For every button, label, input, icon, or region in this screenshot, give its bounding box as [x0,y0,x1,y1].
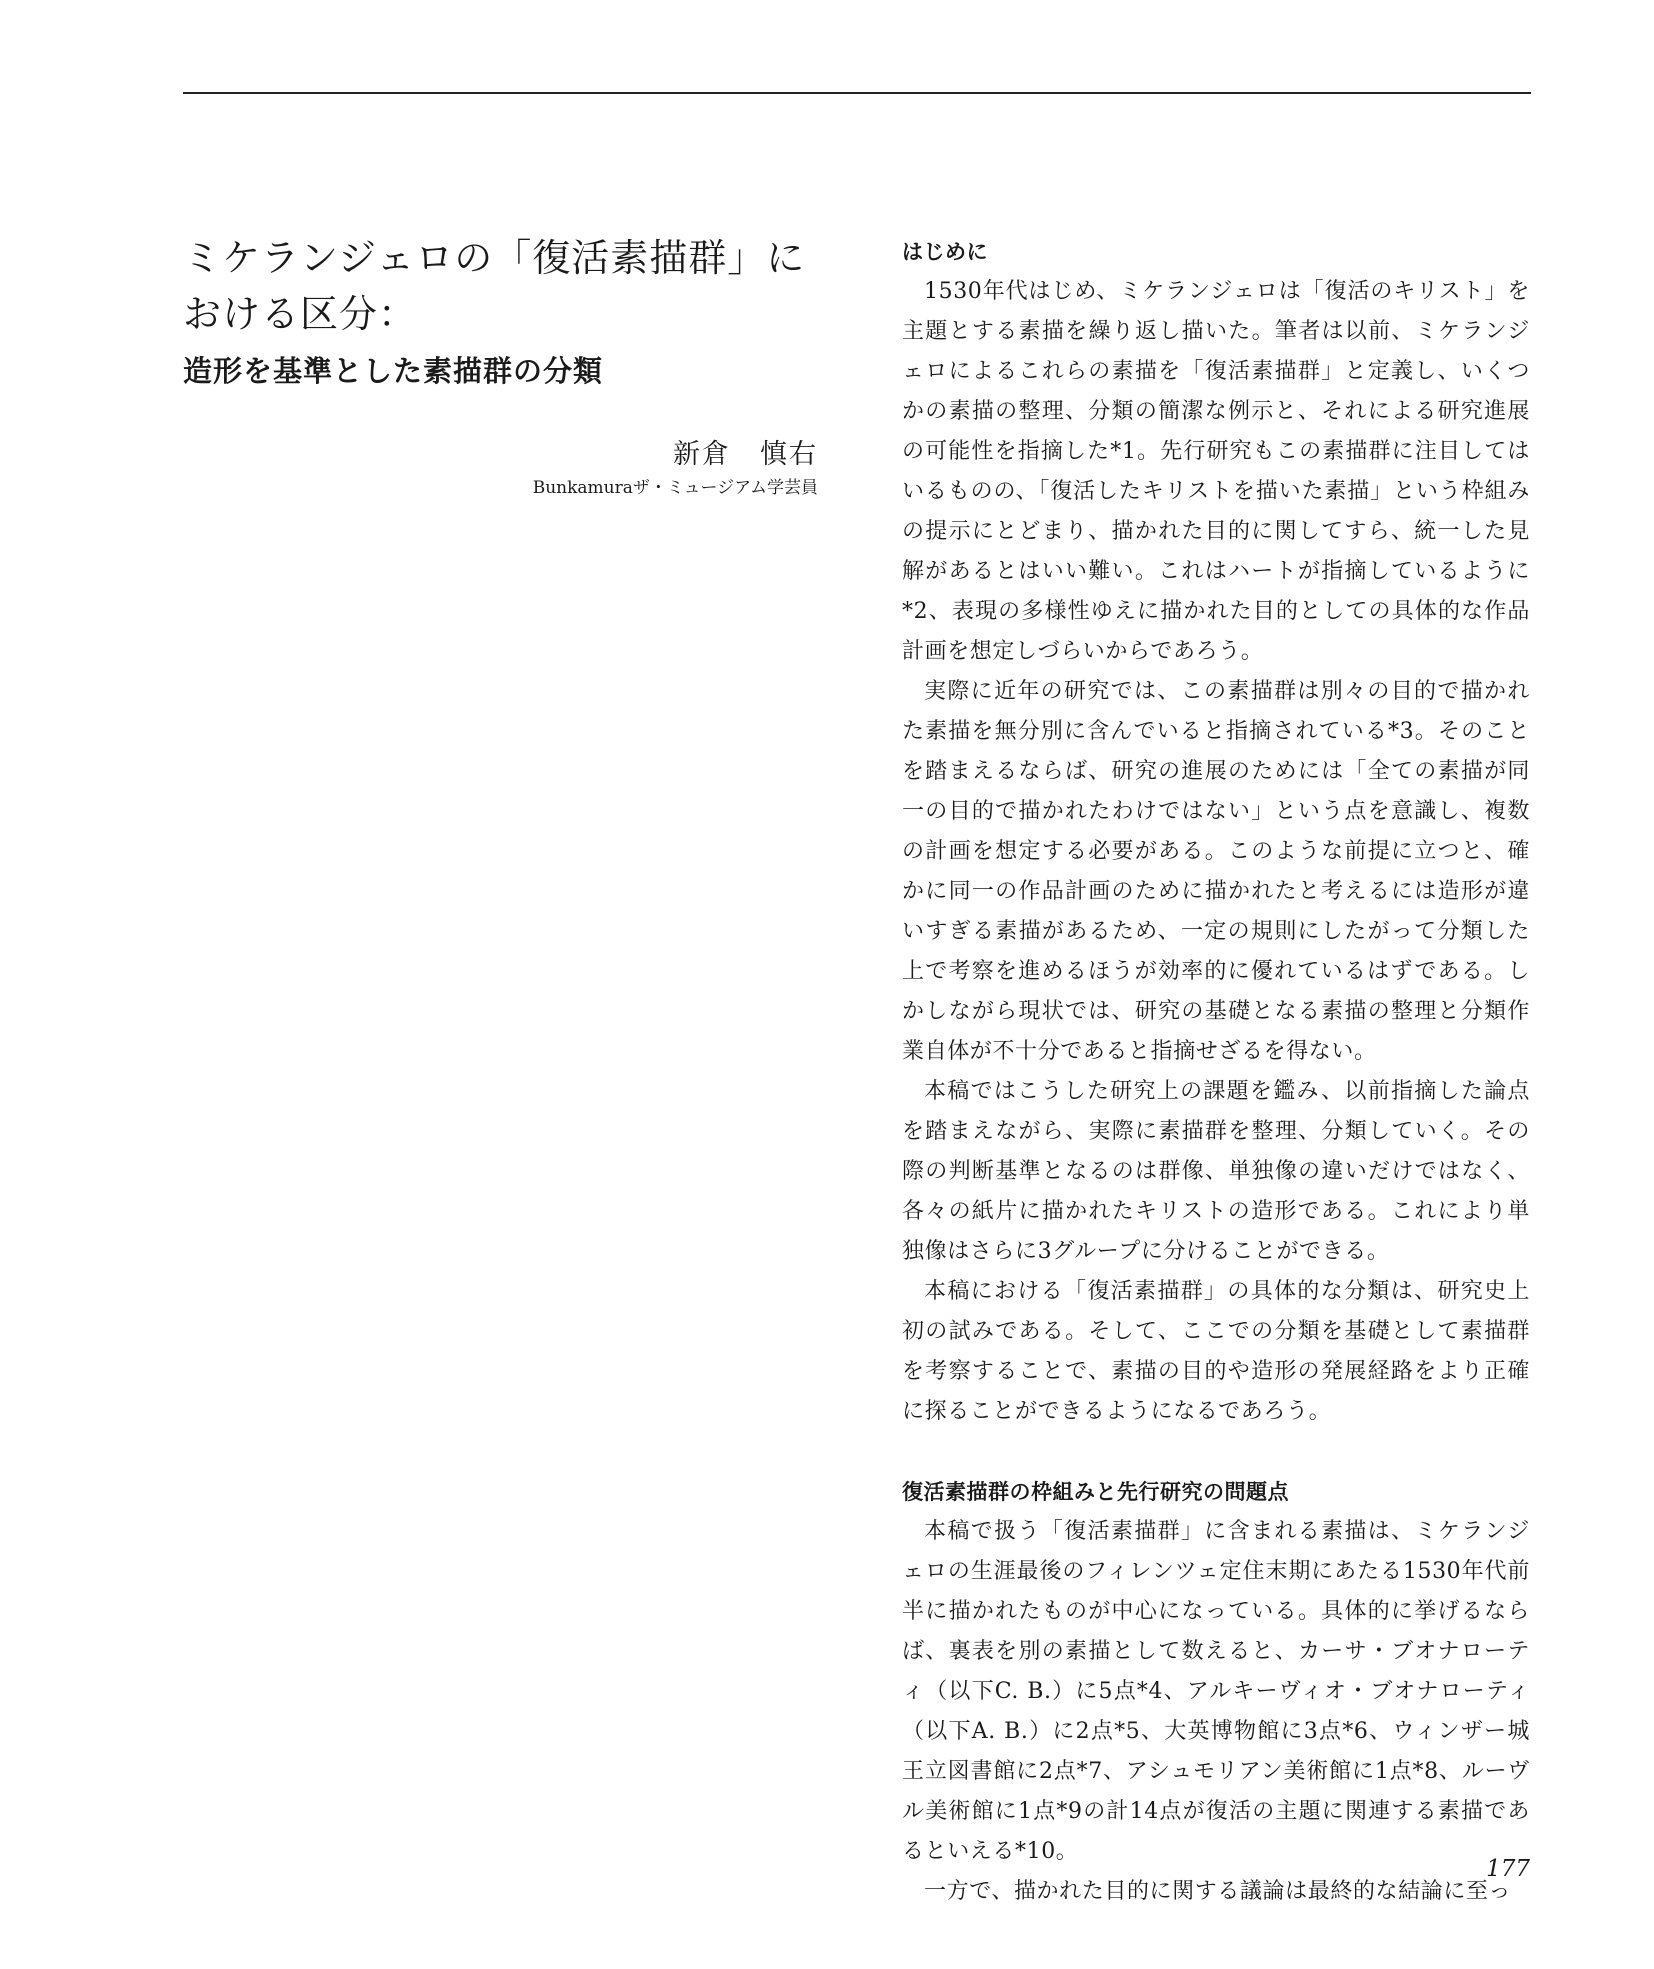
section-heading-introduction: はじめに [902,240,988,264]
body-paragraph: 本稿ではこうした研究上の課題を鑑み、以前指摘した論点を踏まえながら、実際に素描群を整理、分類していく。その際の判断基準となるのは群像、単独像の違いだけではなく、各々の紙片に描かれたキリストの造形である。これにより単独像はさらに3グループに分けることができる。 [902,1079,1530,1264]
body-column [902,232,1530,1912]
article-title: ミケランジェロの「復活素描群」における区分： [183,236,806,336]
body-paragraph: 1530年代はじめ、ミケランジェロは「復活のキリスト」を主題とする素描を繰り返し描いた。筆者は以前、ミケランジェロによるこれらの素描を「復活素描群」と定義し、いくつかの素描の整理、分類の簡潔な例示と、それによる研究進展の可能性を指摘した*1。先行研究もこの素描群に注目してはいるものの、「復活したキリストを描いた素描」という枠組みの提示にとどまり、描かれた目的に関してすら、統一した見解があるとはいい難い。これはハートが指摘しているように*2、表現の多様性ゆえに描かれた目的としての具体的な作品計画を想定しづらいからであろう。 [902,279,1530,664]
body-paragraph: 本稿における「復活素描群」の具体的な分類は、研究史上初の試みである。そして、ここでの分類を基礎として素描群を考察することで、素描の目的や造形の発展経路をより正確に探ることができるようになるであろう。 [902,1279,1530,1424]
title-block [183,230,823,396]
body-paragraph: 一方で、描かれた目的に関する議論は最終的な結論に至っ [924,1879,1512,1904]
body-paragraph: 実際に近年の研究では、この素描群は別々の目的で描かれた素描を無分別に含んでいると指摘されている*3。そのことを踏まえるならば、研究の進展のためには「全ての素描が同一の目的で描かれたわけではない」という点を意識し、複数の計画を想定する必要がある。このような前提に立つと、確かに同一の作品計画のために描かれたと考えるには造形が違いすぎる素描があるため、一定の規則にしたがって分類した上で考察を進めるほうが効率的に優れているはずである。しかしながら現状では、研究の基礎となる素描の整理と分類作業自体が不十分であると指摘せざるを得ない。 [902,679,1530,1064]
article-subtitle: 造形を基準とした素描群の分類 [183,354,604,388]
section-heading-framework: 復活素描群の枠組みと先行研究の問題点 [902,1480,1289,1504]
author-affiliation: Bunkamuraザ・ミュージアム学芸員 [532,478,818,498]
body-paragraph: 本稿で扱う「復活素描群」に含まれる素描は、ミケランジェロの生涯最後のフィレンツェ定住末期にあたる1530年代前半に描かれたものが中心になっている。具体的に挙げるならば、裏表を別の素描として数えると、カーサ・ブオナローティ（以下C. B.）に5点*4、アルキーヴィオ・ブオナローティ（以下A. B.）に2点*5、大英博物館に3点*6、ウィンザー城王立図書館に2点*7、アシュモリアン美術館に1点*8、ルーヴル美術館に1点*9の計14点が復活の主題に関連する素描であるといえる*10。 [902,1519,1530,1864]
author-name: 新倉 慎右 [673,439,818,470]
page-number: 177 [1486,1856,1530,1882]
top-rule [183,92,1531,94]
